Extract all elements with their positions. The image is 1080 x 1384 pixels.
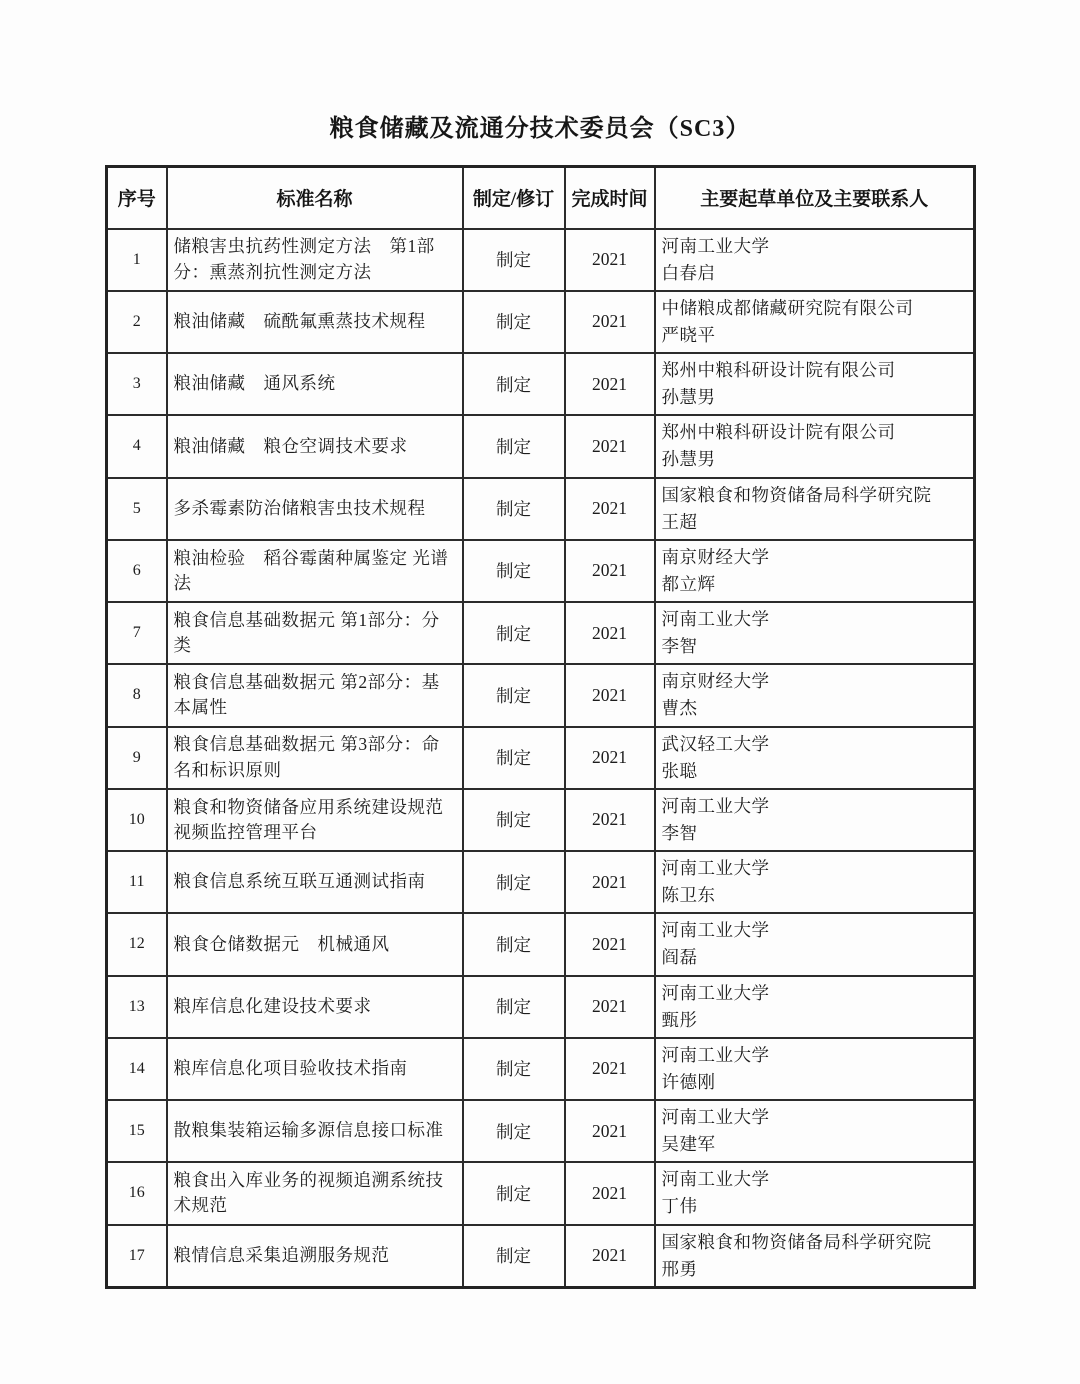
row-drafting-unit-and-contact <box>655 1225 975 1288</box>
row-standard-name: 粮油储藏 通风系统 <box>167 353 463 415</box>
row-completion-year: 2021 <box>565 291 655 353</box>
drafting-unit: 南京财经大学 <box>661 671 770 692</box>
contact-person: 丁伟 <box>661 1196 698 1217</box>
row-formulation-type: 制定 <box>463 664 565 726</box>
row-completion-year: 2021 <box>565 540 655 602</box>
row-completion-year: 2021 <box>565 789 655 851</box>
row-standard-name: 粮食信息基础数据元 第2部分：基本属性 <box>167 664 463 726</box>
header-completion-time: 完成时间 <box>565 167 655 229</box>
row-standard-name: 粮情信息采集追溯服务规范 <box>167 1225 463 1288</box>
drafting-unit: 河南工业大学 <box>661 609 770 629</box>
row-standard-name: 粮食信息系统互联互通测试指南 <box>167 851 463 913</box>
table-row <box>107 1225 975 1288</box>
row-completion-year: 2021 <box>565 353 655 415</box>
header-row <box>107 167 975 229</box>
table-row <box>107 851 975 913</box>
row-standard-name: 散粮集装箱运输多源信息接口标准 <box>167 1100 463 1162</box>
row-completion-year: 2021 <box>565 229 655 291</box>
row-formulation-type: 制定 <box>463 415 565 477</box>
row-standard-name: 储粮害虫抗药性测定方法 第1部分：熏蒸剂抗性测定方法 <box>167 229 463 291</box>
row-serial-number: 10 <box>107 789 167 851</box>
row-serial-number: 9 <box>107 727 167 789</box>
row-standard-name: 粮库信息化项目验收技术指南 <box>167 1038 463 1100</box>
row-serial-number: 3 <box>107 353 167 415</box>
drafting-unit: 郑州中粮科研设计院有限公司 <box>661 422 896 443</box>
header-serial-number: 序号 <box>107 167 167 229</box>
table-row <box>107 478 975 540</box>
row-completion-year: 2021 <box>565 1225 655 1288</box>
row-serial-number: 15 <box>107 1100 167 1162</box>
contact-person: 都立辉 <box>661 573 716 594</box>
row-serial-number: 6 <box>107 540 167 602</box>
page-title: 粮食储藏及流通分技术委员会（SC3） <box>329 116 751 142</box>
row-standard-name: 粮油检验 稻谷霉菌种属鉴定 光谱法 <box>167 540 463 602</box>
drafting-unit: 国家粮食和物资储备局科学研究院 <box>661 484 932 505</box>
row-serial-number: 17 <box>107 1225 167 1288</box>
row-completion-year: 2021 <box>565 1038 655 1100</box>
row-completion-year: 2021 <box>565 851 655 913</box>
header-standard-name: 标准名称 <box>167 167 463 229</box>
row-drafting-unit-and-contact <box>655 1162 975 1224</box>
table-row <box>107 602 975 664</box>
row-drafting-unit-and-contact <box>655 789 975 851</box>
contact-person: 孙慧男 <box>661 387 716 408</box>
row-serial-number: 1 <box>107 229 167 291</box>
drafting-unit: 河南工业大学 <box>661 920 770 941</box>
row-completion-year: 2021 <box>565 478 655 540</box>
drafting-unit: 南京财经大学 <box>661 546 770 567</box>
row-serial-number: 4 <box>107 415 167 477</box>
row-formulation-type: 制定 <box>463 976 565 1038</box>
row-drafting-unit-and-contact <box>655 1038 975 1100</box>
row-serial-number: 7 <box>107 602 167 664</box>
drafting-unit: 河南工业大学 <box>661 858 770 878</box>
drafting-unit: 河南工业大学 <box>661 235 770 256</box>
row-standard-name: 粮库信息化建设技术要求 <box>167 976 463 1038</box>
table-header <box>107 167 975 229</box>
row-formulation-type: 制定 <box>463 353 565 415</box>
standards-table-container <box>105 165 973 1289</box>
row-formulation-type: 制定 <box>463 540 565 602</box>
row-drafting-unit-and-contact <box>655 913 975 975</box>
row-drafting-unit-and-contact <box>655 415 975 477</box>
row-drafting-unit-and-contact <box>655 602 975 664</box>
table-row <box>107 976 975 1038</box>
row-formulation-type: 制定 <box>463 229 565 291</box>
row-drafting-unit-and-contact <box>655 727 975 789</box>
drafting-unit: 国家粮食和物资储备局科学研究院 <box>661 1231 932 1252</box>
row-drafting-unit-and-contact <box>655 540 975 602</box>
table-row <box>107 415 975 477</box>
table-row <box>107 540 975 602</box>
contact-person: 李智 <box>661 636 698 657</box>
drafting-unit: 河南工业大学 <box>661 1107 770 1127</box>
row-formulation-type: 制定 <box>463 789 565 851</box>
row-serial-number: 11 <box>107 851 167 913</box>
contact-person: 张聪 <box>661 760 698 781</box>
row-standard-name: 粮食仓储数据元 机械通风 <box>167 913 463 975</box>
row-formulation-type: 制定 <box>463 727 565 789</box>
row-standard-name: 粮油储藏 硫酰氟熏蒸技术规程 <box>167 291 463 353</box>
row-formulation-type: 制定 <box>463 1038 565 1100</box>
table-row <box>107 1100 975 1162</box>
row-drafting-unit-and-contact <box>655 1100 975 1162</box>
row-formulation-type: 制定 <box>463 1162 565 1224</box>
header-formulation-revision: 制定/修订 <box>463 167 565 229</box>
row-completion-year: 2021 <box>565 1100 655 1162</box>
drafting-unit: 河南工业大学 <box>661 795 770 816</box>
row-standard-name: 粮食出入库业务的视频追溯系统技术规范 <box>167 1162 463 1224</box>
row-formulation-type: 制定 <box>463 291 565 353</box>
contact-person: 甄彤 <box>661 1009 698 1030</box>
table-row <box>107 664 975 726</box>
row-drafting-unit-and-contact <box>655 664 975 726</box>
row-drafting-unit-and-contact <box>655 229 975 291</box>
row-serial-number: 5 <box>107 478 167 540</box>
drafting-unit: 中储粮成都储藏研究院有限公司 <box>661 297 914 318</box>
row-standard-name: 粮油储藏 粮仓空调技术要求 <box>167 415 463 477</box>
row-serial-number: 13 <box>107 976 167 1038</box>
row-drafting-unit-and-contact <box>655 976 975 1038</box>
table-row <box>107 1038 975 1100</box>
table-row <box>107 913 975 975</box>
standards-table <box>105 165 976 1289</box>
table-row <box>107 727 975 789</box>
row-completion-year: 2021 <box>565 913 655 975</box>
row-completion-year: 2021 <box>565 1162 655 1224</box>
row-serial-number: 14 <box>107 1038 167 1100</box>
row-drafting-unit-and-contact <box>655 291 975 353</box>
row-serial-number: 8 <box>107 664 167 726</box>
row-formulation-type: 制定 <box>463 913 565 975</box>
contact-person: 许德刚 <box>661 1071 716 1092</box>
header-drafting-unit-contact: 主要起草单位及主要联系人 <box>655 167 975 229</box>
row-completion-year: 2021 <box>565 415 655 477</box>
drafting-unit: 郑州中粮科研设计院有限公司 <box>661 360 896 380</box>
row-formulation-type: 制定 <box>463 1100 565 1162</box>
contact-person: 陈卫东 <box>661 885 716 906</box>
contact-person: 王超 <box>661 511 698 532</box>
contact-person: 阎磊 <box>661 947 698 968</box>
row-standard-name: 粮食和物资储备应用系统建设规范 视频监控管理平台 <box>167 789 463 851</box>
contact-person: 邢勇 <box>661 1258 698 1279</box>
contact-person: 严晓平 <box>661 324 716 345</box>
row-formulation-type: 制定 <box>463 602 565 664</box>
drafting-unit: 河南工业大学 <box>661 1044 770 1065</box>
row-formulation-type: 制定 <box>463 478 565 540</box>
row-formulation-type: 制定 <box>463 1225 565 1288</box>
table-row <box>107 291 975 353</box>
contact-person: 曹杰 <box>661 698 698 719</box>
row-standard-name: 粮食信息基础数据元 第3部分：命名和标识原则 <box>167 727 463 789</box>
table-row <box>107 353 975 415</box>
contact-person: 孙慧男 <box>661 449 716 470</box>
row-drafting-unit-and-contact <box>655 851 975 913</box>
drafting-unit: 武汉轻工大学 <box>661 733 770 754</box>
row-formulation-type: 制定 <box>463 851 565 913</box>
row-standard-name: 粮食信息基础数据元 第1部分：分类 <box>167 602 463 664</box>
row-serial-number: 16 <box>107 1162 167 1224</box>
row-completion-year: 2021 <box>565 976 655 1038</box>
row-drafting-unit-and-contact <box>655 478 975 540</box>
table-body <box>107 229 975 1288</box>
table-row <box>107 1162 975 1224</box>
table-row <box>107 789 975 851</box>
row-completion-year: 2021 <box>565 727 655 789</box>
row-serial-number: 2 <box>107 291 167 353</box>
row-drafting-unit-and-contact <box>655 353 975 415</box>
row-completion-year: 2021 <box>565 602 655 664</box>
row-standard-name: 多杀霉素防治储粮害虫技术规程 <box>167 478 463 540</box>
contact-person: 吴建军 <box>661 1134 716 1155</box>
row-completion-year: 2021 <box>565 664 655 726</box>
row-serial-number: 12 <box>107 913 167 975</box>
table-row <box>107 229 975 291</box>
contact-person: 李智 <box>661 822 698 843</box>
drafting-unit: 河南工业大学 <box>661 1169 770 1190</box>
drafting-unit: 河南工业大学 <box>661 982 770 1003</box>
contact-person: 白春启 <box>661 262 716 283</box>
